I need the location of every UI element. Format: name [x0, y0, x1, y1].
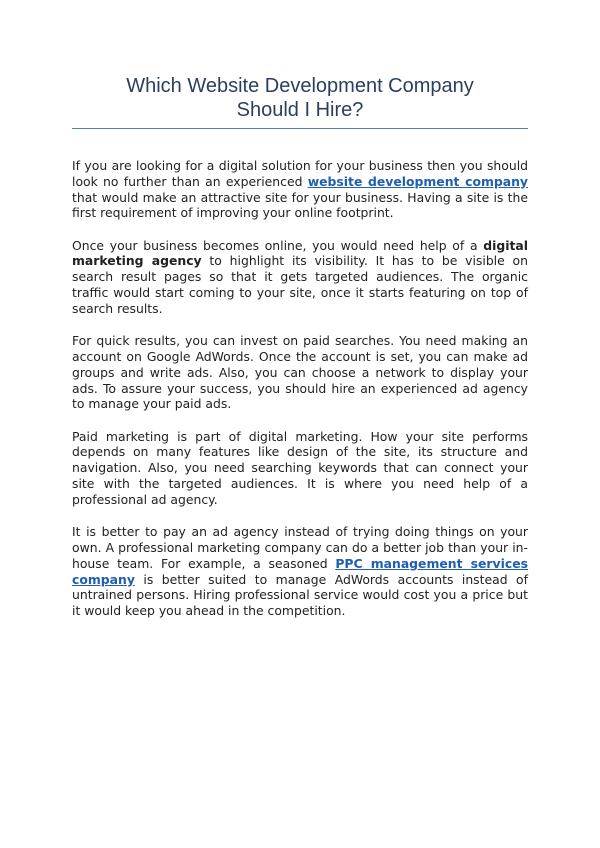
title-line-1: Which Website Development Company: [126, 75, 474, 97]
title-line-2: Should I Hire?: [236, 99, 364, 121]
website-development-company-link[interactable]: website development company: [307, 173, 528, 189]
ppc-management-services-link[interactable]: PPC management services company: [72, 555, 528, 587]
paragraph-2: Once your business becomes online, you would need help of a digital marketing agency to highlight its visibility. It has to be visible on search result pages so that it gets targeted audiences. The organic traffic would start coming to your site, once it starts featuring on top of search results.: [72, 237, 528, 316]
paragraph-4: Paid marketing is part of digital marketing. How your site performs depends on many features like design of the site, its structure and navigation. Also, you need searching keywords that can connect your site with the targeted audiences. It is where you need help of a professional ad agency.: [72, 428, 528, 507]
paragraph-1: If you are looking for a digital solution for your business then you should look no further than an experienced website development company that would make an attractive site for your business. Having a site is the first requirement of improving your online footprint.: [72, 158, 528, 221]
title-divider: [72, 128, 528, 129]
digital-marketing-agency-emphasis: digital marketing agency: [72, 237, 528, 269]
paragraph-5: It is better to pay an ad agency instead of trying doing things on your own. A professional marketing company can do a better job than your in-house team. For example, a seasoned PPC management services company is better suited to manage AdWords accounts instead of untrained persons. Hiring professional service would cost you a price but it would keep you ahead in the competition.: [72, 524, 528, 619]
paragraph-3: For quick results, you can invest on paid searches. You need making an account on Google AdWords. Once the account is set, you can make ad groups and write ads. Also, you can choose a network to display your ads. To assure your success, you should hire an experienced ad agency to manage your paid ads.: [72, 333, 528, 412]
page-title: [0, 74, 600, 122]
article-body: [72, 158, 528, 635]
